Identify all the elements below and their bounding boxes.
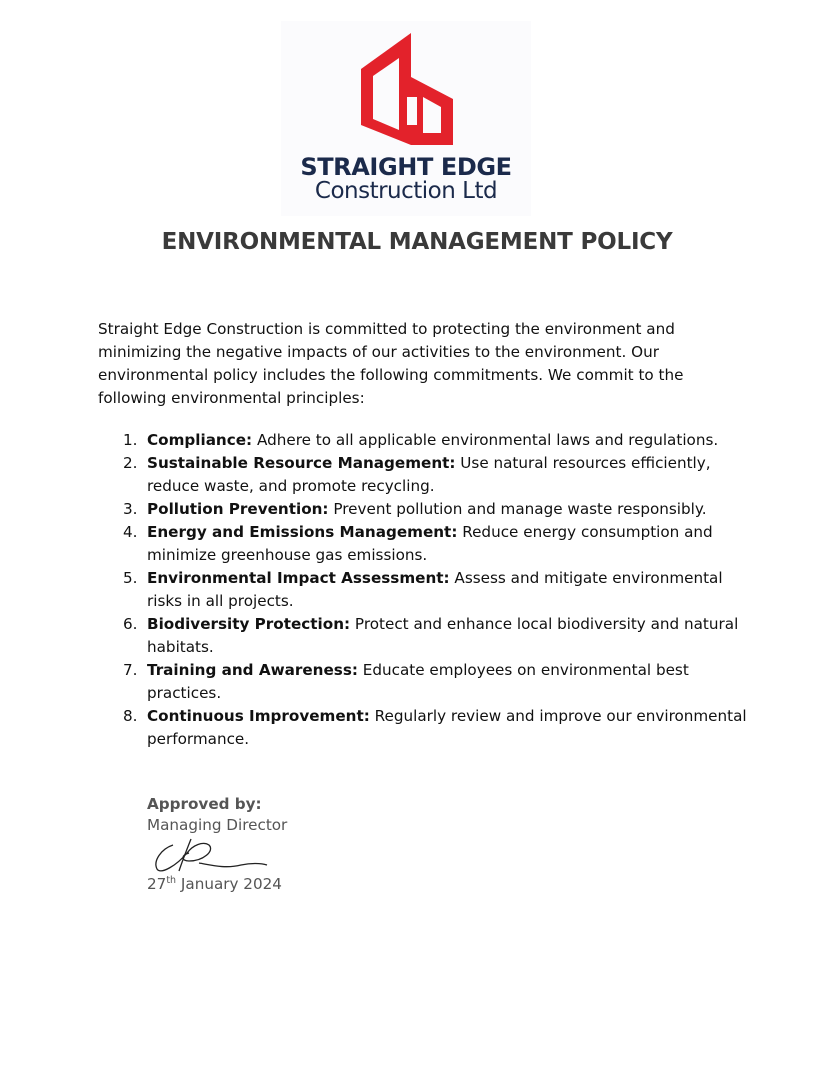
item-number: 8. — [123, 707, 138, 725]
logo-company-subtitle: Construction Ltd — [314, 178, 498, 204]
approved-by-label: Approved by: — [147, 795, 262, 813]
item-heading: Energy and Emissions Management: — [147, 523, 458, 541]
item-number: 2. — [123, 454, 138, 472]
list-item — [98, 452, 748, 498]
item-heading: Continuous Improvement: — [147, 707, 370, 725]
logo-company-name: STRAIGHT EDGE — [300, 153, 512, 181]
item-heading: Environmental Impact Assessment: — [147, 569, 450, 587]
approval-date — [147, 875, 282, 893]
handwritten-signature-icon — [151, 835, 271, 875]
item-text: Assess and mitigate environmental risks in all projects. — [147, 569, 723, 610]
item-number: 7. — [123, 661, 138, 679]
list-item — [98, 705, 748, 751]
item-text: Adhere to all applicable environmental laws and regulations. — [252, 431, 719, 449]
item-number: 3. — [123, 500, 138, 518]
red-hexagon-building-icon — [353, 29, 459, 145]
date-suffix: th — [166, 875, 177, 886]
item-text: Use natural resources efficiently, reduce waste, and promote recycling. — [147, 454, 711, 495]
list-item — [98, 567, 748, 613]
principles-list — [98, 429, 748, 751]
list-item — [98, 498, 748, 521]
list-item — [98, 659, 748, 705]
list-item — [98, 429, 748, 452]
item-number: 1. — [123, 431, 138, 449]
item-heading: Training and Awareness: — [147, 661, 358, 679]
item-number: 5. — [123, 569, 138, 587]
page-title: ENVIRONMENTAL MANAGEMENT POLICY — [161, 229, 673, 255]
approver-role: Managing Director — [147, 816, 288, 834]
item-text: Educate employees on environmental best practices. — [147, 661, 689, 702]
item-text: Prevent pollution and manage waste responsibly. — [328, 500, 707, 518]
date-month-year: January 2024 — [176, 875, 282, 894]
list-item — [98, 521, 748, 567]
item-number: 4. — [123, 523, 138, 541]
date-day: 27 — [147, 875, 167, 894]
item-heading: Pollution Prevention: — [147, 500, 329, 518]
item-text: Protect and enhance local biodiversity and natural habitats. — [147, 615, 739, 656]
list-item — [98, 613, 748, 659]
item-heading: Sustainable Resource Management: — [147, 454, 456, 472]
item-text: Reduce energy consumption and minimize greenhouse gas emissions. — [147, 523, 713, 564]
item-text: Regularly review and improve our environmental performance. — [147, 707, 747, 748]
item-heading: Biodiversity Protection: — [147, 615, 351, 633]
item-heading: Compliance: — [147, 431, 253, 449]
company-logo — [281, 21, 531, 216]
item-number: 6. — [123, 615, 138, 633]
intro-paragraph: Straight Edge Construction is committed to protecting the environment and minimizing the negative impacts of our activities to the environment. Our environmental policy includes the following commitments. We commit to the following environmental principles: — [98, 320, 684, 407]
